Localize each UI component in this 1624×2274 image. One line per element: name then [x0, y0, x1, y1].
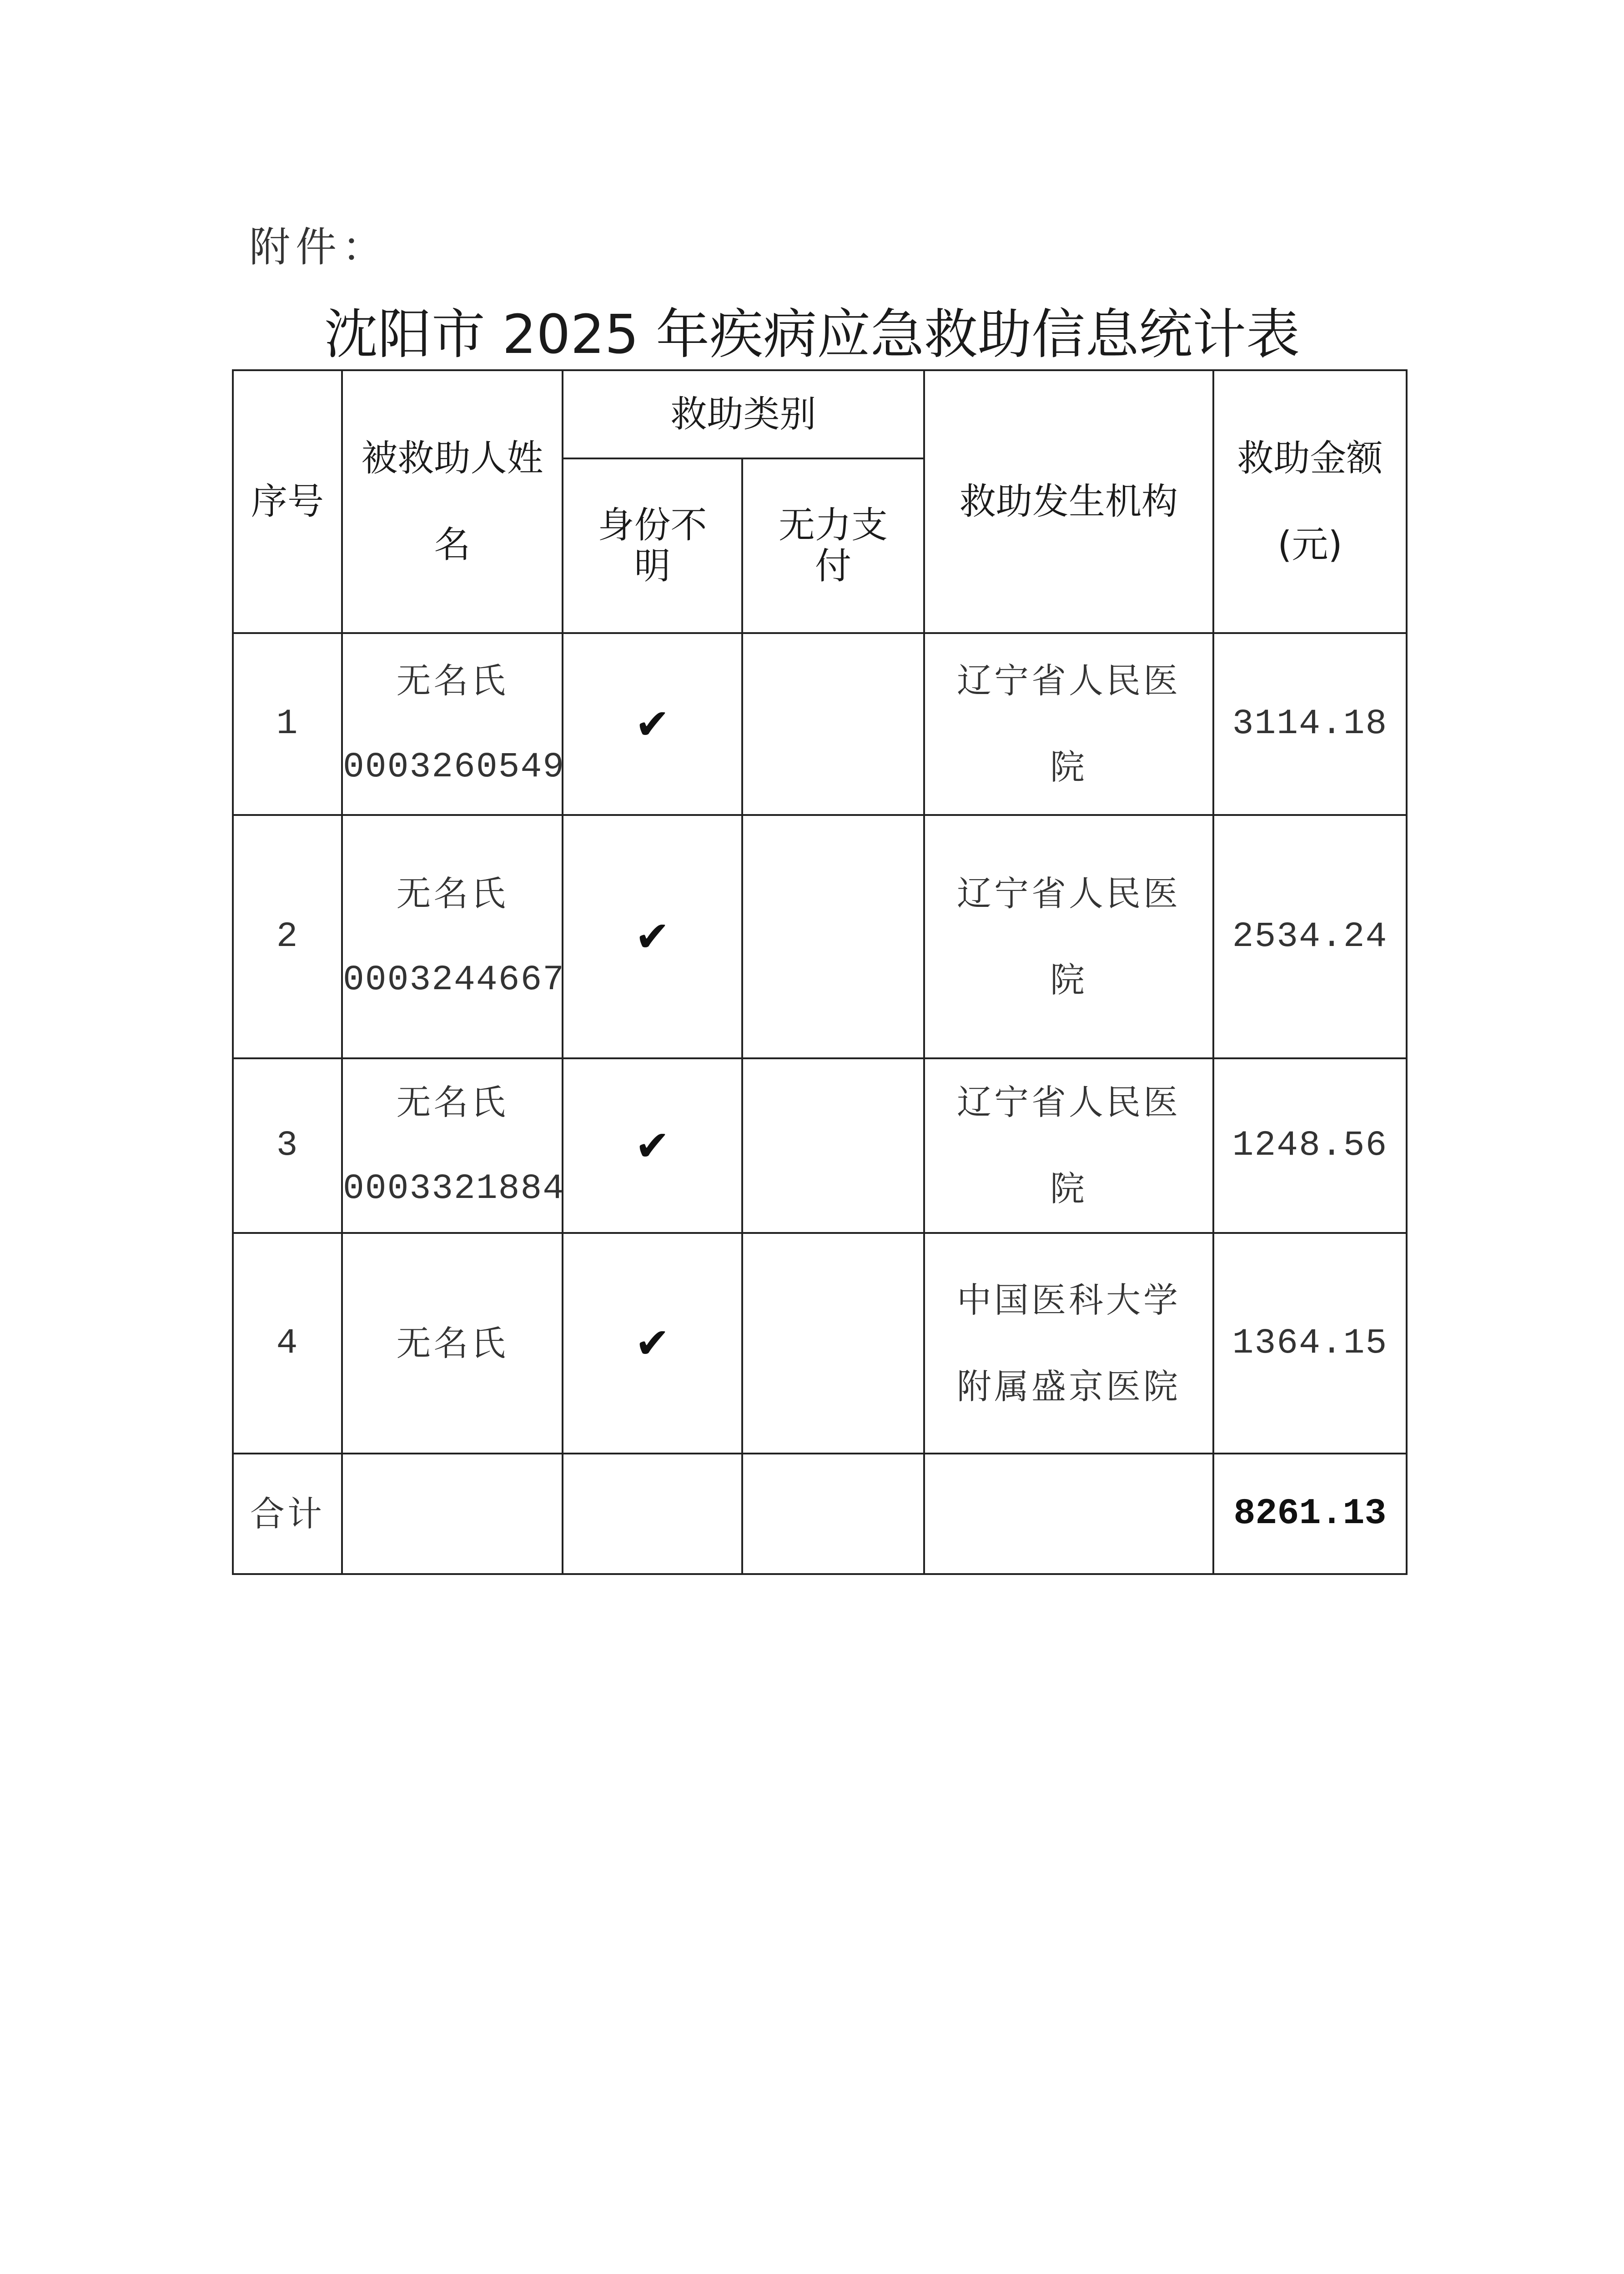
row-institution-line2: 附属盛京医院: [957, 1366, 1181, 1407]
row-seq: 2: [233, 815, 342, 1058]
row-institution-line1: 中国医科大学: [957, 1279, 1181, 1320]
row-name: [342, 1058, 563, 1233]
check-icon: ✔: [563, 815, 742, 1058]
header-amount-line1: 救助金额: [1237, 437, 1383, 479]
row-seq: 3: [233, 1058, 342, 1233]
row-name: [342, 1233, 563, 1454]
document-title: 沈阳市 2025 年疾病应急救助信息统计表: [324, 303, 1300, 366]
header-row-top: [233, 370, 1407, 458]
row-unable-to-pay: [742, 815, 924, 1058]
total-label: 合计: [233, 1454, 342, 1574]
total-empty-cell: [742, 1454, 924, 1574]
row-name-id: 0003244667: [343, 960, 565, 1000]
header-name-line2: 名: [434, 523, 471, 566]
header-identity-unknown-line1: 身份不: [598, 504, 707, 546]
header-unable-to-pay: [742, 458, 924, 633]
row-name-text: 无名氏: [396, 1323, 508, 1363]
header-identity-unknown-line2: 明: [634, 545, 671, 587]
row-institution: [924, 815, 1213, 1058]
row-name: [342, 815, 563, 1058]
table-row: [233, 1233, 1407, 1454]
header-category: 救助类别: [563, 370, 924, 458]
row-unable-to-pay: [742, 633, 924, 815]
row-name-id: 0003260549: [343, 747, 565, 787]
row-name: [342, 633, 563, 815]
row-institution: [924, 1058, 1213, 1233]
header-unable-to-pay-line2: 付: [815, 545, 851, 587]
row-institution-line2: 院: [1050, 959, 1087, 1000]
row-amount: 1248.56: [1213, 1058, 1407, 1233]
table-row: [233, 633, 1407, 815]
check-icon: ✔: [563, 633, 742, 815]
row-amount: 3114.18: [1213, 633, 1407, 815]
header-seq: 序号: [233, 370, 342, 633]
header-unable-to-pay-line1: 无力支: [779, 504, 888, 546]
total-empty-cell: [342, 1454, 563, 1574]
row-unable-to-pay: [742, 1058, 924, 1233]
header-name: [342, 370, 563, 633]
table-row: [233, 1058, 1407, 1233]
total-empty-cell: [563, 1454, 742, 1574]
aid-statistics-table: [232, 369, 1408, 1575]
total-row: [233, 1454, 1407, 1574]
row-seq: 1: [233, 633, 342, 815]
table-row: [233, 815, 1407, 1058]
row-institution-line2: 院: [1050, 747, 1087, 787]
total-amount: 8261.13: [1213, 1454, 1407, 1574]
row-name-text: 无名氏: [396, 873, 508, 914]
row-institution-line1: 辽宁省人民医: [957, 660, 1181, 701]
row-seq: 4: [233, 1233, 342, 1454]
attachment-label: 附件：: [249, 223, 388, 271]
check-icon: ✔: [563, 1233, 742, 1454]
row-unable-to-pay: [742, 1233, 924, 1454]
header-amount-line2: (元): [1277, 523, 1342, 566]
check-icon: ✔: [563, 1058, 742, 1233]
row-amount: 1364.15: [1213, 1233, 1407, 1454]
header-identity-unknown: [563, 458, 742, 633]
row-institution-line1: 辽宁省人民医: [957, 1082, 1181, 1122]
header-institution: 救助发生机构: [924, 370, 1213, 633]
row-name-text: 无名氏: [396, 1082, 508, 1122]
row-institution-line1: 辽宁省人民医: [957, 873, 1181, 914]
header-name-line1: 被救助人姓: [361, 437, 543, 479]
row-institution: [924, 1233, 1213, 1454]
total-empty-cell: [924, 1454, 1213, 1574]
row-amount: 2534.24: [1213, 815, 1407, 1058]
header-amount: [1213, 370, 1407, 633]
row-name-text: 无名氏: [396, 660, 508, 701]
row-name-id: 0003321884: [343, 1169, 565, 1209]
row-institution: [924, 633, 1213, 815]
row-institution-line2: 院: [1050, 1168, 1087, 1209]
